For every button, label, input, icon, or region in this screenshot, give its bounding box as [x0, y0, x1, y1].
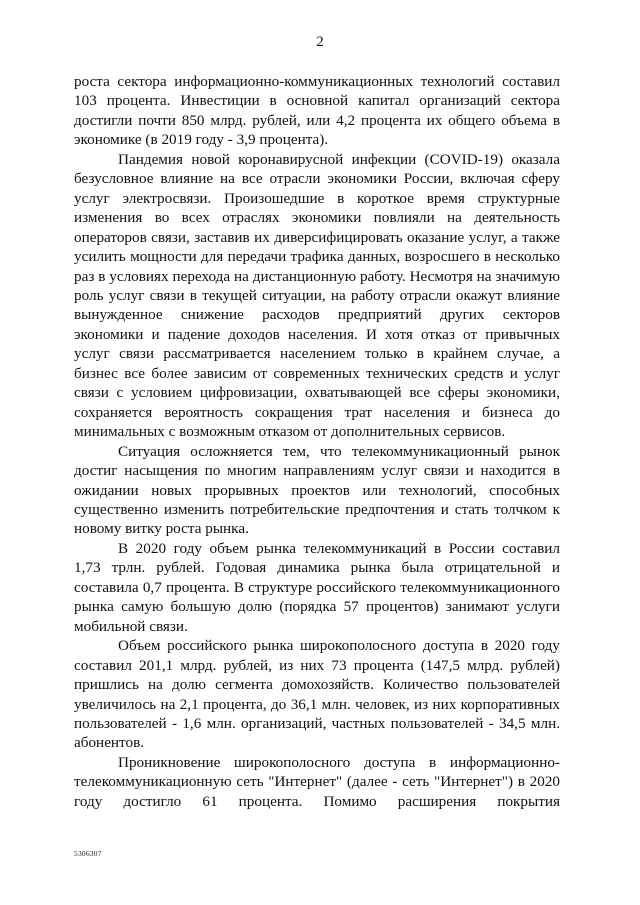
document-code: 5306307: [74, 849, 102, 858]
page-number: 2: [316, 34, 324, 50]
paragraph-ict-growth: роста сектора информационно-коммуникационных технологий составил 103 процента. Инвестиции в основной капитал организаций сектора достигли почти 850 млрд. рублей, или 4,2 процента их общего объема в экономике (в 2019 году - 3,9 процента).: [74, 73, 560, 149]
document-body: [74, 72, 560, 811]
paragraph-internet-penetration: Проникновение широкополосного доступа в информационно-телекоммуникационную сеть "Интернет" (далее - сеть "Интернет") в 2020 году достигло 61 процента. Помимо расширения покрытия: [74, 753, 560, 810]
paragraph-pandemic-impact: Пандемия новой коронавирусной инфекции (COVID-19) оказала безусловное влияние на все отрасли экономики России, включая сферу услуг электросвязи. Произошедшие в короткое время структурные изменения во всех отраслях экономики повлияли на деятельность операторов связи, заставив их диверсифицировать оказание услуг, а также усилить мощности для передачи трафика данных, возросшего в несколько раз в условиях перехода на дистанционную работу. Несмотря на значимую роль услуг связи в текущей ситуации, на работу отрасли окажут влияние вынужденное снижение расходов предприятий других секторов экономики и падение доходов населения. И хотя отказ от привычных услуг связи рассматривается населением только в крайнем случае, а бизнес все более зависим от современных технических средств и услуг связи с условием цифровизации, охватывающей все сферы экономики, сохраняется вероятность сокращения трат населения и бизнеса до минимальных с возможным отказом от дополнительных сервисов.: [74, 150, 560, 441]
paragraph-market-saturation: Ситуация осложняется тем, что телекоммуникационный рынок достиг насыщения по многим направлениям услуг связи и находится в ожидании новых прорывных проектов или технологий, способных существенно изменить потребительские предпочтения и стать толчком к новому витку роста рынка.: [74, 442, 560, 538]
paragraph-telecom-market-volume: В 2020 году объем рынка телекоммуникаций в России составил 1,73 трлн. рублей. Годовая динамика рынка была отрицательной и составила 0,7 процента. В структуре российского телекоммуникационного рынка самую большую долю (порядка 57 процентов) занимают услуги мобильной связи.: [74, 539, 560, 635]
paragraph-broadband-market: Объем российского рынка широкополосного доступа в 2020 году составил 201,1 млрд. рублей, из них 73 процента (147,5 млрд. рублей) пришлись на долю сегмента домохозяйств. Количество пользователей увеличилось на 2,1 процента, до 36,1 млн. человек, из них корпоративных пользователей - 1,6 млн. организаций, частных пользователей - 34,5 млн. абонентов.: [74, 637, 560, 752]
